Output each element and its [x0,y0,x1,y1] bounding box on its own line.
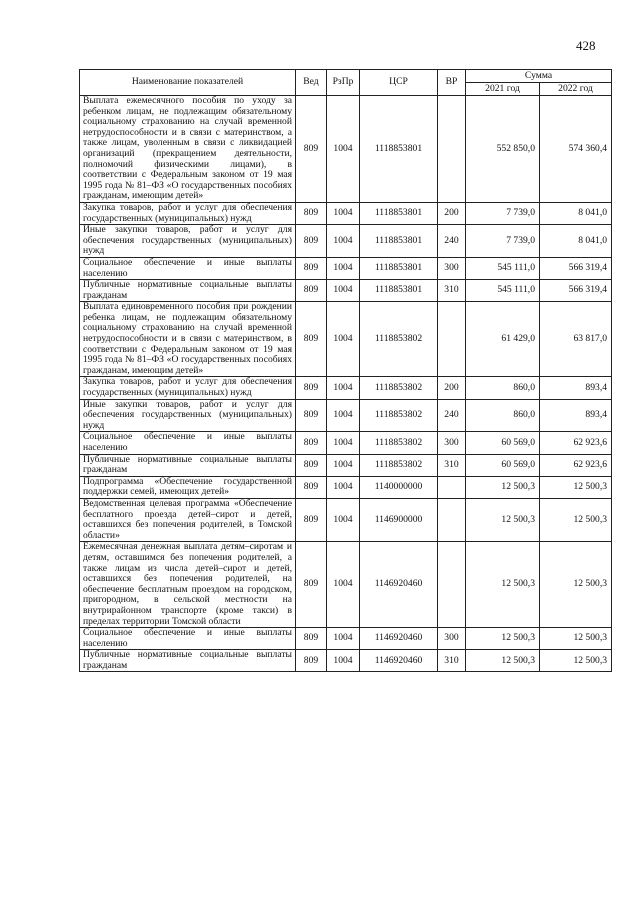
row-sum-2022: 12 500,3 [540,476,612,498]
row-csr: 1118853801 [360,96,438,203]
row-name: Закупка товаров, работ и услуг для обеспечения государственных (муниципальных) нужд [80,377,296,399]
row-name: Выплата единовременного пособия при рождении ребенка лицам, не подлежащим обязательному социальному страхованию на случай временной нетрудоспособности и в связи с материнством, в соответствии с Федеральным законом от 19 мая 1995 года № 81–ФЗ «О государственных пособиях гражданам, имеющим детей» [80,302,296,377]
row-ved: 809 [296,302,327,377]
row-csr: 1118853802 [360,399,438,432]
row-name: Публичные нормативные социальные выплаты гражданам [80,650,296,672]
row-vr: 300 [438,628,466,650]
row-sum-2021: 860,0 [466,399,540,432]
table-row [80,377,612,399]
row-vr [438,302,466,377]
table-row [80,454,612,476]
row-name: Ежемесячная денежная выплата детям–сиротам и детям, оставшимся без попечения родителей, а также лицам из числа детей–сирот и детей, оставшихся без попечения родителей, на обеспечение бесплатным проездом на городском, пригородном, в сельской местности на внутрирайонном транспорте (кроме такси) в пределах территории Томской области [80,542,296,628]
row-sum-2021: 545 111,0 [466,257,540,279]
row-name: Закупка товаров, работ и услуг для обеспечения государственных (муниципальных) нужд [80,202,296,224]
row-csr: 1118853802 [360,377,438,399]
table-row [80,628,612,650]
table-row [80,202,612,224]
row-ved: 809 [296,202,327,224]
row-ved: 809 [296,432,327,454]
row-sum-2021: 860,0 [466,377,540,399]
row-sum-2021: 12 500,3 [466,650,540,672]
table-row [80,302,612,377]
row-vr: 240 [438,399,466,432]
row-rzpr: 1004 [327,432,360,454]
row-ved: 809 [296,650,327,672]
row-rzpr: 1004 [327,225,360,258]
row-vr: 200 [438,377,466,399]
row-ved: 809 [296,280,327,302]
row-sum-2021: 60 569,0 [466,432,540,454]
header-csr: ЦСР [360,70,438,96]
row-csr: 1118853801 [360,280,438,302]
row-sum-2022: 566 319,4 [540,280,612,302]
row-csr: 1118853802 [360,432,438,454]
row-name: Публичные нормативные социальные выплаты гражданам [80,454,296,476]
row-rzpr: 1004 [327,498,360,541]
row-ved: 809 [296,454,327,476]
row-ved: 809 [296,628,327,650]
header-row [80,70,612,83]
row-rzpr: 1004 [327,454,360,476]
row-csr: 1140000000 [360,476,438,498]
row-sum-2022: 12 500,3 [540,628,612,650]
row-sum-2021: 60 569,0 [466,454,540,476]
table-row [80,280,612,302]
row-sum-2021: 12 500,3 [466,498,540,541]
row-ved: 809 [296,225,327,258]
row-rzpr: 1004 [327,377,360,399]
row-rzpr: 1004 [327,202,360,224]
table-row [80,432,612,454]
header-rzpr: РзПр [327,70,360,96]
row-sum-2022: 62 923,6 [540,432,612,454]
row-rzpr: 1004 [327,399,360,432]
row-sum-2021: 552 850,0 [466,96,540,203]
row-vr: 310 [438,650,466,672]
row-vr: 310 [438,280,466,302]
row-name: Иные закупки товаров, работ и услуг для обеспечения государственных (муниципальных) нужд [80,225,296,258]
table-row [80,498,612,541]
row-sum-2021: 12 500,3 [466,628,540,650]
row-sum-2021: 545 111,0 [466,280,540,302]
row-sum-2022: 12 500,3 [540,498,612,541]
row-name: Социальное обеспечение и иные выплаты населению [80,628,296,650]
row-sum-2021: 7 739,0 [466,225,540,258]
row-csr: 1146920460 [360,542,438,628]
header-vr: ВР [438,70,466,96]
row-rzpr: 1004 [327,542,360,628]
row-rzpr: 1004 [327,96,360,203]
row-vr: 240 [438,225,466,258]
row-name: Ведомственная целевая программа «Обеспечение бесплатного проезда детей–сирот и детей, оставшихся без попечения родителей, в Томской области» [80,498,296,541]
row-name: Социальное обеспечение и иные выплаты населению [80,432,296,454]
header-2021: 2021 год [466,83,540,96]
row-csr: 1146900000 [360,498,438,541]
row-sum-2022: 893,4 [540,377,612,399]
header-name: Наименование показателей [80,70,296,96]
row-ved: 809 [296,377,327,399]
page-number: 428 [576,38,596,53]
row-rzpr: 1004 [327,280,360,302]
row-sum-2022: 63 817,0 [540,302,612,377]
row-csr: 1118853801 [360,225,438,258]
row-sum-2022: 8 041,0 [540,202,612,224]
row-name: Выплата ежемесячного пособия по уходу за ребенком лицам, не подлежащим обязательному социальному страхованию на случай временной нетрудоспособности и в связи с материнством, а также лицам, уволенным в связи с ликвидацией организаций (прекращением деятельности, полномочий физическими лицами), в соответствии с Федеральным законом от 19 мая 1995 года № 81–ФЗ «О государственных пособиях гражданам, имеющим детей» [80,96,296,203]
budget-table [79,69,612,672]
row-ved: 809 [296,399,327,432]
row-ved: 809 [296,257,327,279]
row-sum-2021: 7 739,0 [466,202,540,224]
row-ved: 809 [296,498,327,541]
table-row [80,542,612,628]
row-name: Иные закупки товаров, работ и услуг для обеспечения государственных (муниципальных) нужд [80,399,296,432]
row-rzpr: 1004 [327,628,360,650]
header-sum: Сумма [466,70,612,83]
row-rzpr: 1004 [327,257,360,279]
row-sum-2021: 12 500,3 [466,476,540,498]
table-row [80,650,612,672]
row-ved: 809 [296,96,327,203]
row-rzpr: 1004 [327,302,360,377]
row-rzpr: 1004 [327,650,360,672]
table-row [80,96,612,203]
header-2022: 2022 год [540,83,612,96]
row-vr: 300 [438,432,466,454]
row-sum-2022: 574 360,4 [540,96,612,203]
row-vr [438,498,466,541]
row-csr: 1118853802 [360,454,438,476]
table-row [80,257,612,279]
table-row [80,225,612,258]
row-sum-2022: 62 923,6 [540,454,612,476]
row-sum-2022: 8 041,0 [540,225,612,258]
table-row [80,476,612,498]
row-sum-2021: 61 429,0 [466,302,540,377]
row-sum-2022: 566 319,4 [540,257,612,279]
row-rzpr: 1004 [327,476,360,498]
row-vr: 300 [438,257,466,279]
row-sum-2022: 893,4 [540,399,612,432]
row-name: Подпрограмма «Обеспечение государственной поддержки семей, имеющих детей» [80,476,296,498]
row-ved: 809 [296,476,327,498]
row-vr: 310 [438,454,466,476]
row-csr: 1118853802 [360,302,438,377]
row-vr: 200 [438,202,466,224]
row-csr: 1118853801 [360,257,438,279]
row-vr [438,542,466,628]
row-sum-2021: 12 500,3 [466,542,540,628]
row-csr: 1118853801 [360,202,438,224]
row-csr: 1146920460 [360,650,438,672]
row-sum-2022: 12 500,3 [540,650,612,672]
row-sum-2022: 12 500,3 [540,542,612,628]
row-name: Публичные нормативные социальные выплаты гражданам [80,280,296,302]
row-ved: 809 [296,542,327,628]
row-vr [438,476,466,498]
row-csr: 1146920460 [360,628,438,650]
header-ved: Вед [296,70,327,96]
row-name: Социальное обеспечение и иные выплаты населению [80,257,296,279]
row-vr [438,96,466,203]
table-row [80,399,612,432]
